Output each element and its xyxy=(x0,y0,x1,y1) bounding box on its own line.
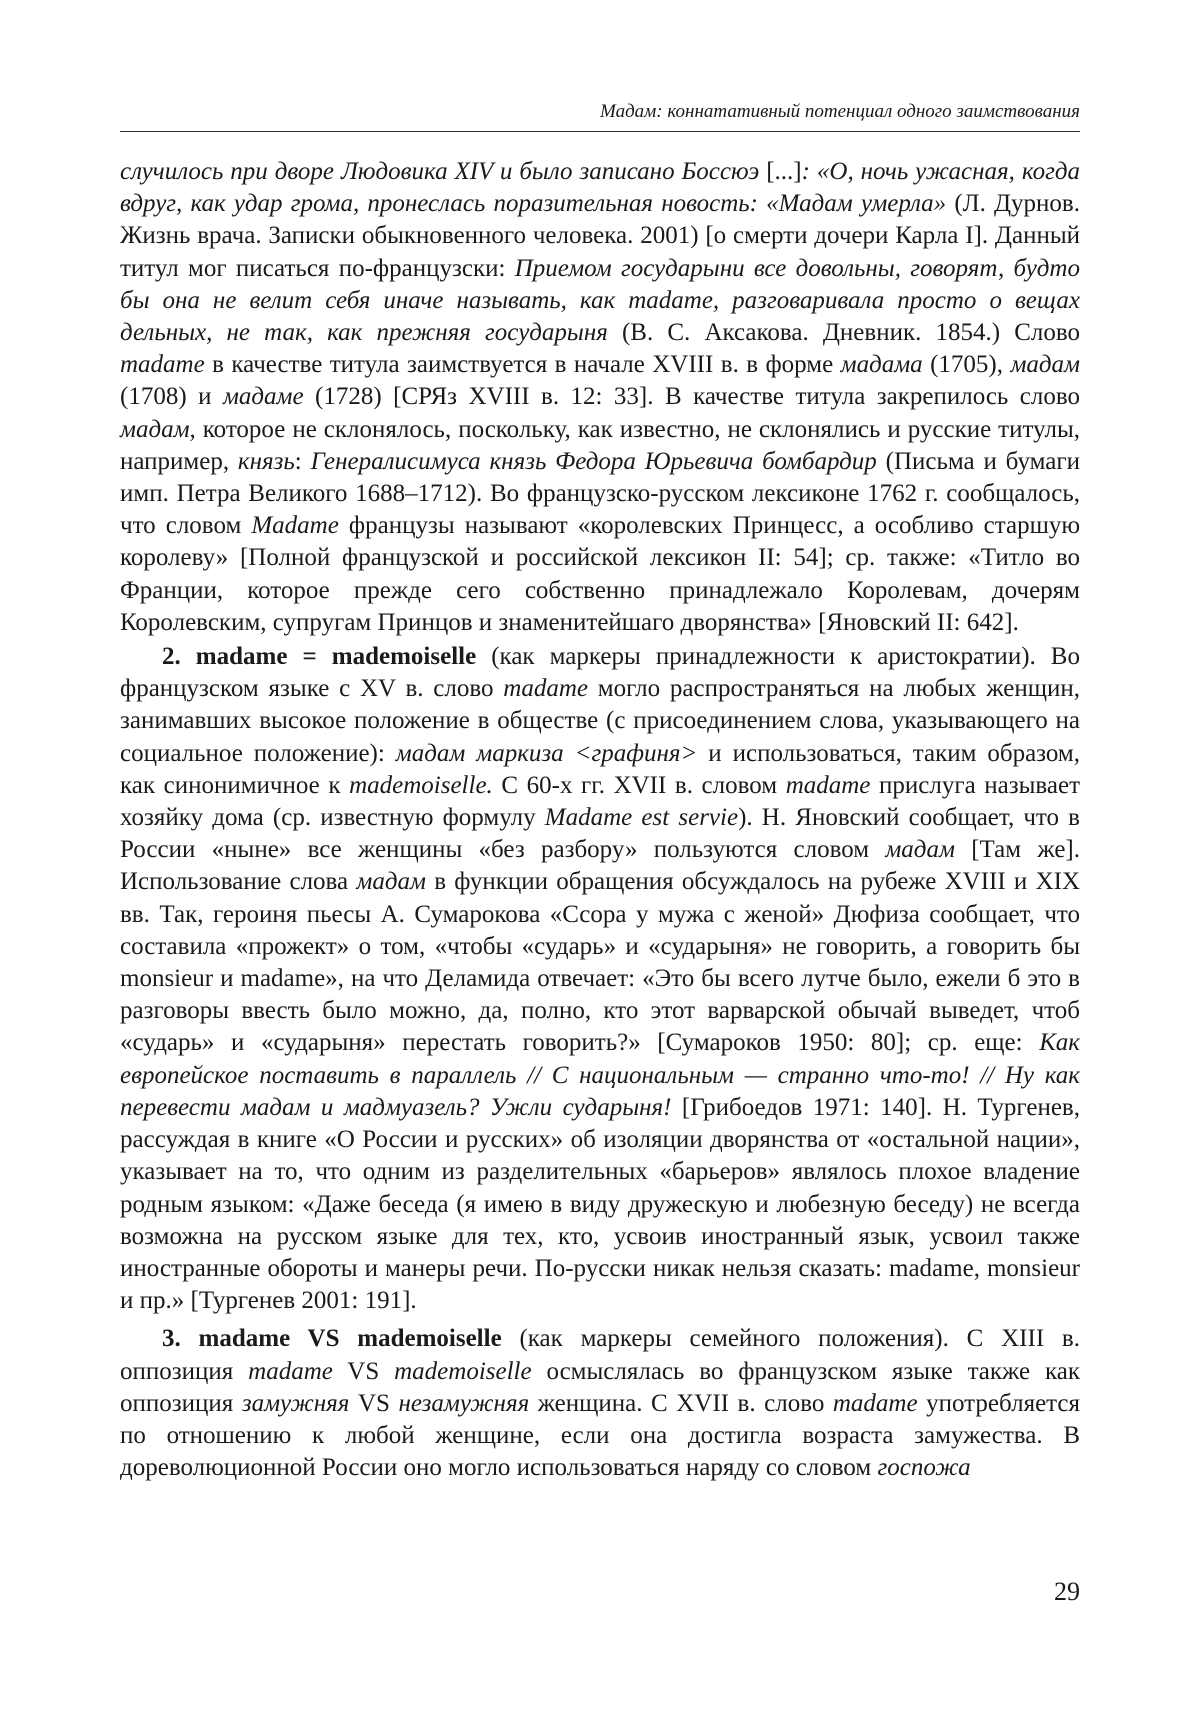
italic-span: Приемом государыни все довольны, говорят, будто бы она не велит себя иначе называть, как madame, разговаривала просто о вещах дельных, не так, как прежняя государыня xyxy=(120,254,1080,347)
italic-span: мадам, xyxy=(120,415,196,443)
italic-span: князь xyxy=(237,447,295,475)
text-span: осмыслялась во французском языке также как оппозиция xyxy=(120,1357,1080,1417)
text-span: и использоваться, таким образом, как синонимичное к xyxy=(120,739,1080,799)
header-rule xyxy=(120,131,1080,132)
text-span: : xyxy=(294,447,311,475)
text-span: [Там же]. Использование слова xyxy=(120,836,1080,896)
text-span: в функции обращения обсуждалось на рубеже XVIII и XIX вв. Так, героиня пьесы А. Сумарокова «Ссора у мужа с женой» Дюфиза сообщает, что составила «прожект» о том, «чтобы «сударь» и «сударыня» не говорить, а говорить бы monsieur и madame», на что Деламида отвечает: «Это бы всего лутче было, ежели б это в разговоры ввесть было можно, да, полно, кто этот варварской обычай выведет, чтоб «сударь» и «сударыня» перестать говорить?» [Сумароков 1950: 80]; ср. еще: xyxy=(120,868,1081,1057)
italic-span: замужняя xyxy=(241,1389,350,1417)
italic-span: Madame xyxy=(251,512,339,540)
italic-span: : «О, ночь ужасная, когда вдруг, как удар грома, пронеслась поразительная новость: «Мадам умерла» xyxy=(120,158,1080,218)
italic-span: mademoiselle xyxy=(394,1357,532,1385)
italic-span: Как европейское поставить в параллель // С национальным — странно что-то! // Ну как перевести мадам и мадмуазель? Ужли сударыня! xyxy=(120,1029,1080,1121)
page-number: 29 xyxy=(1054,1577,1080,1606)
text-span: (Л. Дурнов. Жизнь врача. Записки обыкновенного человека. 2001) [о смерти дочери Карла I]. Данный титул мог писаться по-французски: xyxy=(120,190,1080,282)
text-span: (1708) и xyxy=(120,383,223,411)
text-span: женщина. С XVII в. слово xyxy=(529,1389,833,1417)
text-span: ). Н. Яновский сообщает, что в России «ныне» все женщины «без разбору» пользуются словом xyxy=(120,804,1080,864)
italic-span: madame xyxy=(785,771,871,799)
text-span: (1705), xyxy=(922,351,1011,379)
italic-span: незамужняя xyxy=(398,1389,530,1417)
italic-span: мадама xyxy=(840,351,923,379)
text-span: (как маркеры принадлежности к аристократии). Во французском языке с XV в. слово xyxy=(120,643,1080,703)
text-span: прислуга называет хозяйку дома (ср. известную формулу xyxy=(120,771,1080,832)
italic-span: madame xyxy=(832,1389,918,1417)
italic-span: madame xyxy=(503,675,589,703)
text-span: (В. С. Аксакова. Дневник. 1854.) Слово xyxy=(607,319,1080,347)
text-span: в качестве титула заимствуется в начале XVIII в. в форме xyxy=(204,351,841,379)
text-span: (1728) [СРЯз XVIII в. 12: 33]. В качестве титула закрепилось слово xyxy=(303,383,1080,411)
text-span: VS xyxy=(349,1389,399,1417)
text-span: (как маркеры семейного положения). С XIII в. оппозиция xyxy=(120,1325,1080,1385)
text-span: VS xyxy=(332,1357,395,1385)
italic-span: madame xyxy=(120,351,205,379)
italic-span: мадам xyxy=(1010,351,1080,379)
paragraph-2 xyxy=(120,641,1080,1317)
running-head: Мадам: коннатативный потенциал одного заимствования xyxy=(600,101,1080,122)
text-span: которое не склонялось, поскольку, как известно, не склонялись и русские титулы, например, xyxy=(120,415,1080,475)
italic-span: Madame est servie xyxy=(544,804,739,832)
paragraph-3 xyxy=(120,1323,1080,1484)
text-span: употребляется по отношению к любой женщине, если она достигла возраста замужества. В дореволюционной России оно могло использоваться наряду со словом xyxy=(120,1389,1080,1482)
text-span: [Грибоедов 1971: 140]. Н. Тургенев, рассуждая в книге «О России и русских» об изоляции дворянства от «остальной нации», указывает на то, что одним из разделительных «барьеров» являлось плохое владение родным языком: «Даже беседа (я имею в виду дружескую и любезную беседу) не всегда возможна на русском языке для тех, кто, усвоив иностранный язык, усвоил также иностранные обороты и манеры речи. По-русски никак нельзя сказать: madame, monsieur и пр.» [Тургенев 2001: 191]. xyxy=(120,1093,1080,1315)
text-span: (Письма и бумаги имп. Петра Великого 1688–1712). Во французско-русском лексиконе 1762 г. сообщалось, что словом xyxy=(120,447,1080,540)
italic-span: госпожа xyxy=(877,1454,971,1482)
text-span: [...] xyxy=(759,158,802,185)
italic-span: случилось при дворе Людовика XIV и было записано Боссюэ xyxy=(120,158,760,185)
text-span: могло распространяться на любых женщин, занимавших высокое положение в обществе (с присоединением слова, указывающего на социальное положение): xyxy=(120,675,1080,767)
italic-span: Генералисимуса князь Федора Юрьевича бомбардир xyxy=(310,447,877,475)
italic-span: madame xyxy=(248,1357,333,1385)
text-span: французы называют «королевских Принцесс, а особливо старшую королеву» [Полной французской и российской лексикон II: 54]; ср. также: «Титло во Франции, которое прежде сего собственно принадлежало Королевам, дочерям Королевским, супругам Принцов и знаменитейшаго дворянства» [Яновский II: 642]. xyxy=(120,512,1081,636)
italic-span: mademoiselle. xyxy=(349,771,493,799)
italic-span: мадам xyxy=(356,868,426,896)
italic-span: мадам маркиза <графиня> xyxy=(395,739,698,767)
section-heading: 2. madame = mademoiselle xyxy=(162,643,477,671)
text-span: С 60-х гг. XVII в. словом xyxy=(492,771,786,799)
paragraph-1 xyxy=(120,156,1080,639)
italic-span: мадам xyxy=(885,836,955,864)
section-heading: 3. madame VS mademoiselle xyxy=(162,1325,502,1353)
main-text xyxy=(120,156,1080,1484)
italic-span: мадаме xyxy=(222,383,304,411)
